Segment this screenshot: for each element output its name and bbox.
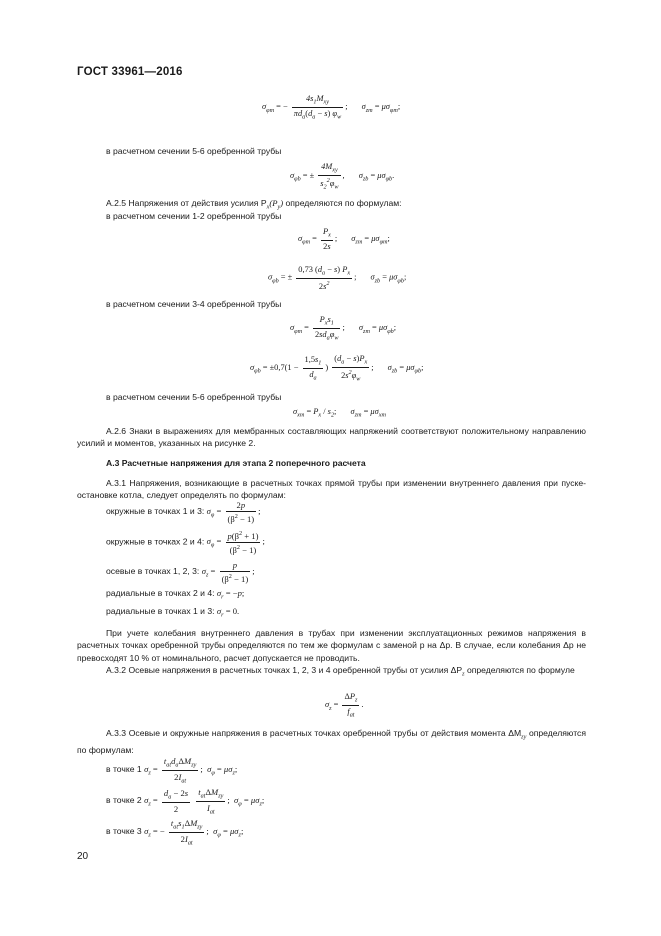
formula-sigma-phi-b-34: $\sigma_{\varphi b} = \pm 0,7(1$ − $\frac{1,5s_1}{d_a}$ ) $\frac{(d_a - s)P_x}{2s^2\varphi_w}$ ; $\sigma_{zb} = \mu\sigma_{\varphi b}$; — [250, 354, 424, 383]
formula-sigma-phi-m-34: $\sigma_{\varphi m}$ = $\frac{P_xs_1}{2sd_a\varphi_w}$ ; $\sigma_{zm} = \mu\sigma_{\varphi b}$; — [290, 315, 397, 342]
paragraph-section-12: в расчетном сечении 1-2 оребренной трубы — [106, 211, 282, 221]
paragraph-section-56-b: в расчетном сечении 5-6 оребренной трубы — [106, 392, 282, 402]
formula-sigma-phi-m: $\sigma_{\varphi m}$ = − $\frac{4s_1M_{xy}}{\pi d_a(d_a - s) \varphi_w}$ ; $\sigma_{zm} = \mu\sigma_{\varphi m}$; — [262, 94, 401, 121]
formula-row-circ24: окружные в точках 2 и 4: $\sigma_\varphi$ = $\frac{p(\beta^2 + 1)}{(\beta^2 - 1)}$ ; — [106, 530, 265, 555]
paragraph-section-34: в расчетном сечении 3-4 оребренной трубы — [106, 299, 282, 309]
formula-row-point1: в точке 1 $\sigma_z$ = $\frac{t_{at}d_a\Delta M_{zy}}{2I_{at}}$ ; $\sigma_\varphi = \mu\sigma_z$; — [106, 756, 238, 785]
paragraph-a25: А.2.5 Напряжения от действия усилия $P_x(P_y)$ определяются по формулам: — [106, 198, 402, 211]
formula-sigma-phi-b-12: $\sigma_{\varphi b}$ = ± $\frac{0,73 (d_a - s) P_x}{2s^2}$ ; $\sigma_{zb} = \mu\sigma_{\varphi b}$; — [268, 265, 407, 291]
paragraph-section-56: в расчетном сечении 5-6 оребренной трубы — [106, 146, 282, 156]
page-number: 20 — [77, 851, 89, 862]
section-heading-a3: А.3 Расчетные напряжения для этапа 2 поперечного расчета — [106, 458, 366, 468]
formula-row-circ13: окружные в точках 1 и 3: $\sigma_\varphi$ = $\frac{2p}{(\beta^2 - 1)}$ ; — [106, 500, 261, 524]
formula-row-point3: в точке 3 $\sigma_z$ = − $\frac{t_{at}s_1\Delta M_{zy}}{2I_{at}}$ ; $\sigma_\varphi = \mu\sigma_z$; — [106, 818, 244, 847]
paragraph-fluctuation: При учете колебания внутреннего давления в трубах при изменении эксплуатационных режимов напряжения в расчетных точках оребренной трубы определяются по тем же формулам с заменой p на Δp. В случае, если колебания Δp не превосходят 10 % от номинального, расчет допускается не проводить. — [77, 628, 586, 663]
formula-row-radial24: радиальные в точках 2 и 4: $\sigma_r = -p$; — [106, 588, 245, 601]
paragraph-a31: А.3.1 Напряжения, возникающие в расчетных точках прямой трубы при изменении внутреннего давления при пуске-остановке котла, следует определять по формулам: — [77, 478, 586, 501]
formula-sigma-xm: $\sigma_{xm} = P_x / s_2$; $\sigma_{zm} = \mu\sigma_{xm}$ — [293, 407, 386, 419]
paragraph-a26: А.2.6 Знаки в выражениях для мембранных составляющих напряжений соответствуют положительному направлению усилий и моментов, указанных на рисунке 2. — [77, 426, 586, 449]
formula-sigma-z-force: $\sigma_z$ = $\frac{\Delta P_z}{f_{at}}$ . — [325, 692, 364, 719]
formula-row-axial123: осевые в точках 1, 2, 3: $\sigma_z$ = $\frac{p}{(\beta^2 - 1)}$ ; — [106, 560, 255, 584]
paragraph-a33: А.3.3 Осевые и окружные напряжения в расчетных точках оребренной трубы от действия момента $\Delta M_{zy}$ определяются по формулам: — [77, 728, 586, 756]
formula-sigma-phi-m-12: $\sigma_{\varphi m}$ = $\frac{P_x}{2s}$ ; $\sigma_{zm} = \mu\sigma_{\varphi m}$; — [298, 227, 390, 251]
paragraph-a32: А.3.2 Осевые напряжения в расчетных точках 1, 2, 3 и 4 оребренной трубы от усилия $\Delta P_z$ определяются по формуле — [106, 665, 575, 678]
document-header: ГОСТ 33961—2016 — [77, 66, 183, 78]
formula-sigma-phi-b: $\sigma_{\varphi b}$ = ± $\frac{4M_{xy}}{s_2^2\varphi_w}$ , $\sigma_{zb} = \mu\sigma_{\varphi b}$. — [290, 162, 395, 191]
formula-row-radial13: радиальные в точках 1 и 3: $\sigma_r = 0$. — [106, 606, 240, 619]
formula-row-point2: в точке 2 $\sigma_z$ = $\frac{d_a - 2s}{2}$ $\frac{t_{at}\Delta M_{zy}}{I_{at}}$ ; $\sigma_\varphi = \mu\sigma_z$; — [106, 787, 265, 816]
